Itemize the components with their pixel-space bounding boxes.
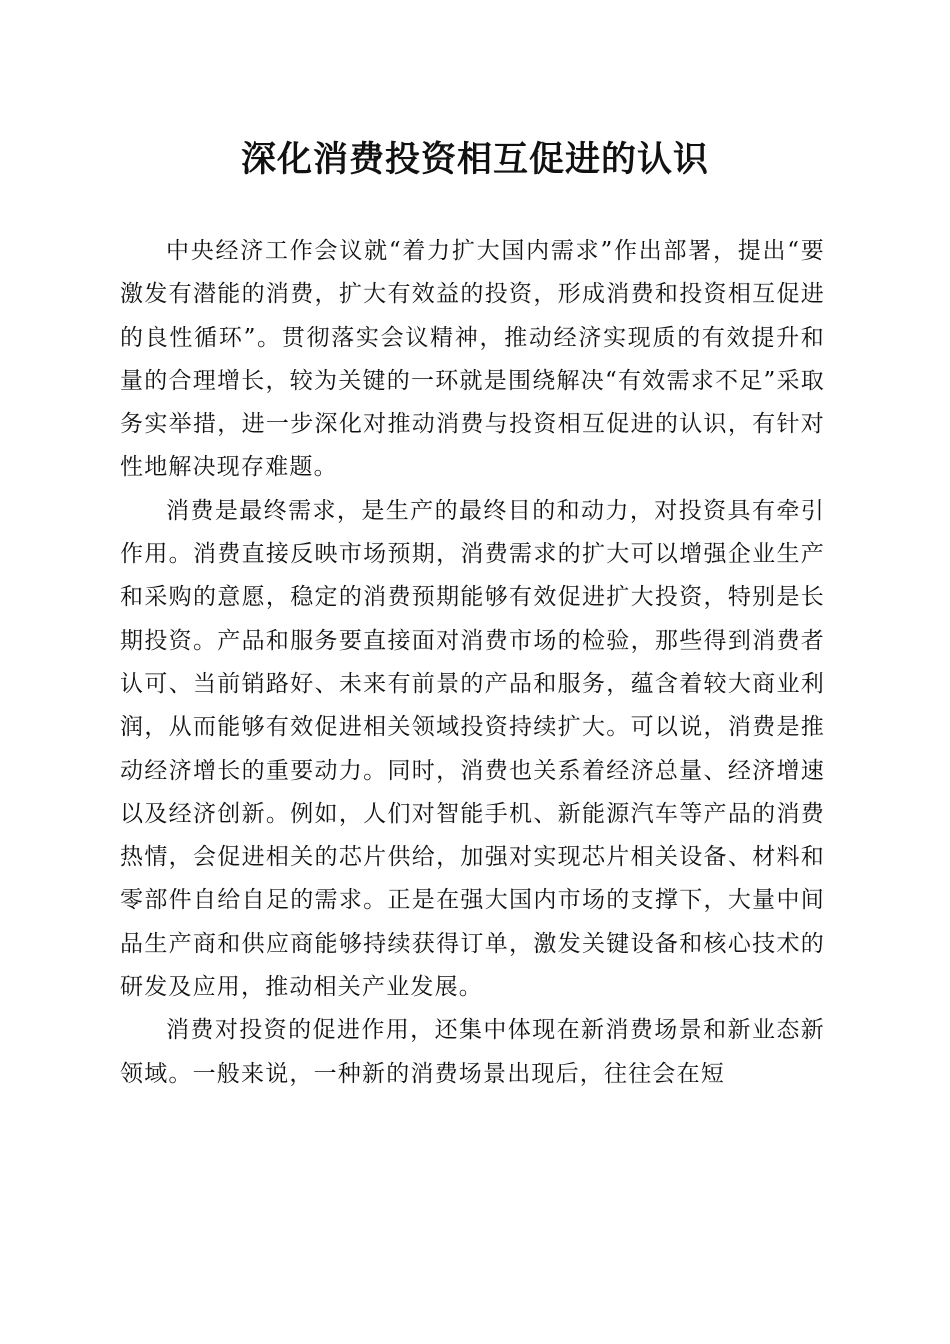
paragraph-3: 消费对投资的促进作用，还集中体现在新消费场景和新业态新领域。一般来说，一种新的消费场景出现后，往往会在短 — [120, 1017, 825, 1087]
paragraph-1: 中央经济工作会议就“着力扩大国内需求”作出部署，提出“要激发有潜能的消费，扩大有效益的投资，形成消费和投资相互促进的良性循环”。贯彻落实会议精神，推动经济实现质的有效提升和量的合理增长，较为关键的一环就是围绕解决“有效需求不足”采取务实举措，进一步深化对推动消费与投资相互促进的认识，有针对性地解决现存难题。 — [120, 238, 825, 481]
document-body — [120, 230, 825, 1096]
document-title: 深化消费投资相互促进的认识 — [240, 139, 709, 180]
paragraph-2: 消费是最终需求，是生产的最终目的和动力，对投资具有牵引作用。消费直接反映市场预期，消费需求的扩大可以增强企业生产和采购的意愿，稳定的消费预期能够有效促进扩大投资，特别是长期投资。产品和服务要直接面对消费市场的检验，那些得到消费者认可、当前销路好、未来有前景的产品和服务，蕴含着较大商业利润，从而能够有效促进相关领域投资持续扩大。可以说，消费是推动经济增长的重要动力。同时，消费也关系着经济总量、经济增速以及经济创新。例如，人们对智能手机、新能源汽车等产品的消费热情，会促进相关的芯片供给，加强对实现芯片相关设备、材料和零部件自给自足的需求。正是在强大国内市场的支撑下，大量中间品生产商和供应商能够持续获得订单，激发关键设备和核心技术的研发及应用，推动相关产业发展。 — [120, 497, 825, 1001]
